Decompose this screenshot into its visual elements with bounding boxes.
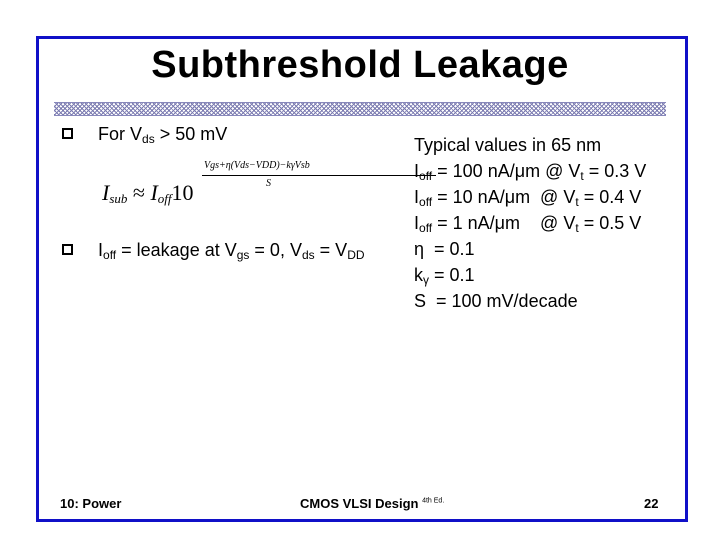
- typical-values-panel: [414, 132, 646, 314]
- slide-title: Subthreshold Leakage: [151, 44, 569, 86]
- typical-row: $I_{off} = 100$ nA/μm @ $V_t = 0.3$ V: [414, 161, 647, 183]
- fraction-bar: [202, 175, 436, 176]
- footer-course: CMOS VLSI Design $^{4th Ed.}$: [300, 496, 445, 511]
- title-divider: [54, 102, 666, 116]
- bullet-checkbox-icon: [62, 128, 73, 139]
- typical-heading: Typical values in 65 nm: [414, 135, 602, 155]
- formula-exponent-numerator: Vgs+η(Vds−VDD)−kγVsb: [204, 160, 310, 171]
- s-value: S = 100 mV/decade: [414, 291, 578, 311]
- bullet-vds-condition: For $V_{ds} > 50$ mV: [98, 124, 228, 146]
- footer-chapter: 10: Power: [60, 496, 122, 511]
- eta-value: η = 0.1: [414, 239, 475, 259]
- bullet-ioff-definition: $I_{off}$ = leakage at $V_{gs} = 0$, $V_{ds} = V_{DD}$: [98, 240, 365, 262]
- formula-exponent-denominator: S: [266, 178, 271, 189]
- leakage-formula: $I_{sub} \approx I_{off}10$ Vgs+η(Vds−VDD)−kγVsb S: [96, 158, 346, 210]
- typical-row: $I_{off} = 10$ nA/μm @ $V_t = 0.4$ V: [414, 187, 642, 209]
- bullet-checkbox-icon: [62, 244, 73, 255]
- footer-page-number: 22: [644, 496, 659, 511]
- k-gamma-value: $k_\gamma = 0.1$: [414, 265, 475, 287]
- typical-row: $I_{off} = 1$ nA/μm @ $V_t = 0.5$ V: [414, 213, 642, 235]
